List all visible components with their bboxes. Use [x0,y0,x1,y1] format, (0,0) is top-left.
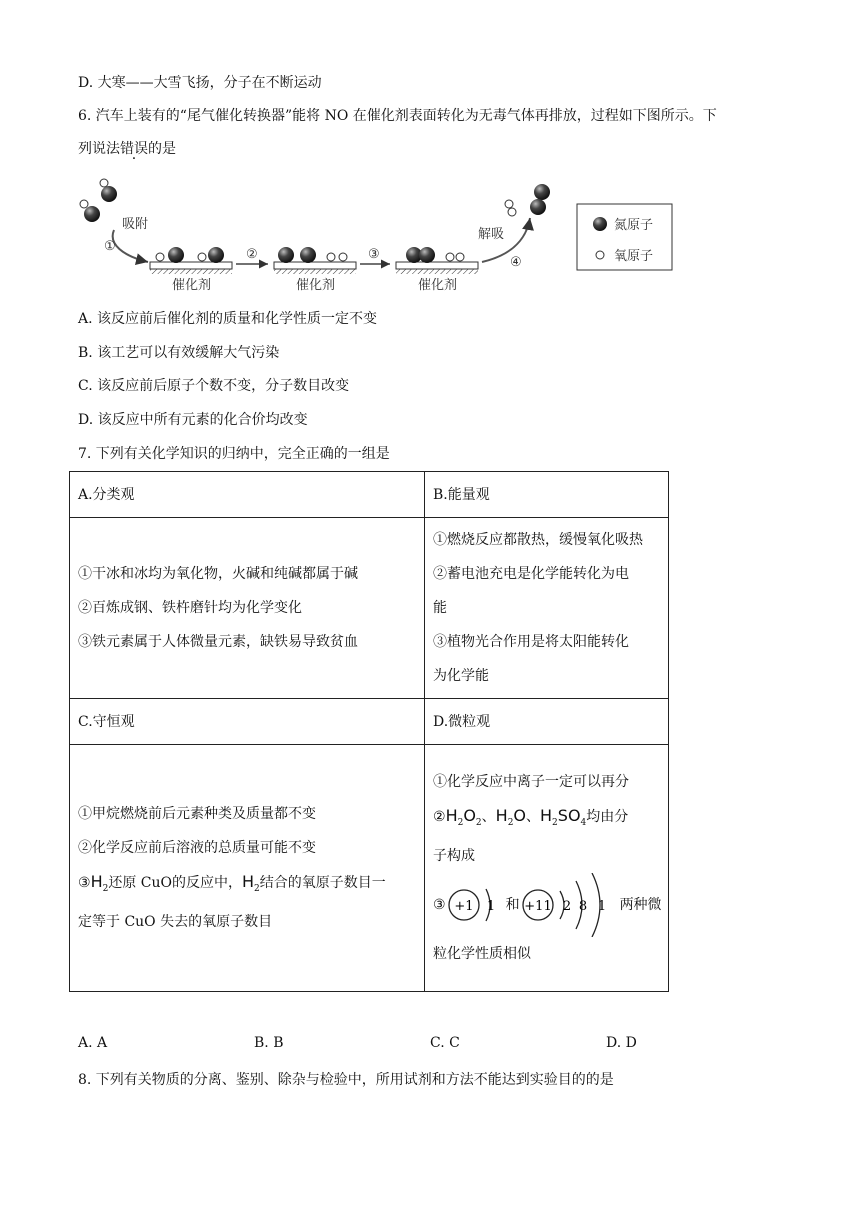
q7-option-b[interactable]: B. B [254,1035,284,1051]
b-item-2a: ②蓄电池充电是化学能转化为电 [433,566,629,582]
adsorb-label: 吸附 [122,217,149,232]
step3-label: ③ [368,247,380,262]
catalyst-label-3: 催化剂 [418,278,458,293]
h2-subscript: 2 [102,883,109,894]
catalyst-label-2: 催化剂 [296,278,336,293]
table-row [70,518,669,699]
legend-box [577,204,672,270]
cell-d-body [425,745,669,992]
oxygen-atom [156,253,164,261]
b-item-2b: 能 [433,600,447,616]
cell-b-body [425,518,669,699]
separator: 、 [526,808,541,825]
d-item-3-end: 两种微 [619,897,662,914]
q6-option-a: A. 该反应前后催化剂的质量和化学性质一定不变 [78,311,378,327]
d-item-2b: 子构成 [433,848,475,865]
oxygen-atom [339,253,347,261]
nitrogen-atom [278,247,294,263]
nitrogen-atom [208,247,224,263]
subscript: 2 [507,817,514,828]
q6-emphasis-word: 错误 [120,141,148,157]
b-item-3a: ③植物光合作用是将太阳能转化 [433,634,629,650]
d-item-2-marker: ② [433,808,446,825]
h2o2-formula: H [445,805,458,825]
a-item-3: ③铁元素属于人体微量元素，缺铁易导致贫血 [78,634,358,650]
subscript: 4 [580,817,587,828]
n2-molecule [530,184,550,215]
subscript: 2 [457,817,464,828]
h2-subscript: 2 [254,883,260,894]
cell-a-body [70,518,425,699]
legend-oxygen-symbol [596,251,604,259]
cell-a-header: A.分类观 [70,472,425,518]
table-row [70,472,669,518]
d-item-2 [433,799,668,840]
catalyst-surface-1 [150,262,232,274]
nitrogen-atom [168,247,184,263]
d-item-1: ①化学反应中离子一定可以再分 [433,773,629,790]
q8-stem: 8. 下列有关物质的分离、鉴别、除杂与检验中，所用试剂和方法不能达到实验目的的是 [78,1072,614,1088]
c-item-3-end: 结合的氧原子数目一 [259,874,386,891]
hydrogen-atom-structure-diagram [446,875,506,935]
c-item-3-mid: 还原 CuO的反应中， [108,874,242,891]
q6-stem-post: 的是 [148,141,176,157]
h2-formula: H [241,871,255,891]
nucleus-charge: +1 [453,899,474,915]
a-item-1: ①干冰和冰均为氧化物，火碱和纯碱都属于碱 [78,566,358,582]
oxygen-atom [327,253,335,261]
q6-stem-pre: 列说法 [78,141,120,157]
catalyst-label-1: 催化剂 [172,278,212,293]
b-item-3b: 为化学能 [433,668,489,684]
d-item-3-marker: ③ [433,897,446,914]
oxygen-atom [198,253,206,261]
nitrogen-atom [300,247,316,263]
cell-c-body [70,745,425,992]
electron-count: 2 [562,899,571,915]
q5-option-d: D. 大寒——大雪飞扬，分子在不断运动 [78,75,322,91]
catalytic-converter-diagram [78,178,678,296]
step4-label: ④ [510,255,522,270]
formula-part: O [513,805,527,825]
q6-option-d: D. 该反应中所有元素的化合价均改变 [78,412,308,428]
cell-d-header: D.微粒观 [425,699,669,745]
no-molecule-left-top [100,179,117,202]
nitrogen-atom [419,247,435,263]
desorb-label: 解吸 [478,227,505,242]
sodium-atom-structure-diagram [520,873,620,937]
step2-label: ② [246,247,258,262]
table-row [70,699,669,745]
c-item-3-marker: ③ [78,874,91,891]
formula-part: SO [557,805,581,825]
c-item-1: ①甲烷燃烧前后元素种类及质量都不变 [78,805,316,822]
c-item-3b: 定等于 CuO 失去的氧原子数目 [78,914,273,931]
oxygen-atom [456,253,464,261]
d-item-3-and: 和 [505,897,520,914]
o2-molecule [505,200,516,216]
nucleus-charge: +11 [523,899,552,915]
legend-nitrogen-symbol [593,217,607,231]
table-row [70,745,669,992]
d-item-2-end: 均由分 [586,808,629,825]
electron-count: 1 [597,899,606,915]
catalyst-surface-2 [274,262,356,274]
step1-label: ① [104,239,116,254]
d-item-3b: 粒化学性质相似 [433,946,531,963]
q7-option-a[interactable]: A. A [78,1035,108,1051]
d-item-3 [433,873,668,937]
c-item-2: ②化学反应前后溶液的总质量可能不变 [78,839,316,856]
oxygen-atom [446,253,454,261]
q7-option-c[interactable]: C. C [430,1035,460,1051]
q6-option-c: C. 该反应前后原子个数不变，分子数目改变 [78,378,350,394]
b-item-1: ①燃烧反应都散热，缓慢氧化吸热 [433,532,643,548]
adsorb-arrow [113,230,148,262]
legend-oxygen-label: 氧原子 [614,249,654,264]
subscript: 2 [552,817,558,828]
subscript: 2 [475,817,482,828]
q6-stem-line1: 6. 汽车上装有的“尾气催化转换器”能将 NO 在催化剂表面转化为无毒气体再排放，过程如下图所示。下 [78,108,717,124]
cell-c-header: C.守恒观 [70,699,425,745]
legend-nitrogen-label: 氮原子 [614,218,654,233]
q7-stem: 7. 下列有关化学知识的归纳中，完全正确的一组是 [78,446,390,462]
q6-option-b: B. 该工艺可以有效缓解大气污染 [78,345,280,361]
q6-stem-line2 [78,139,176,159]
no-molecule-left-bottom [80,200,100,222]
q7-option-d[interactable]: D. D [606,1035,637,1051]
h2-formula: H [90,871,103,891]
a-item-2: ②百炼成钢、铁杵磨针均为化学变化 [78,600,302,616]
catalyst-surface-3 [396,262,478,274]
knowledge-table [69,471,669,992]
cell-b-header: B.能量观 [425,472,669,518]
h2so4-formula: H [540,805,553,825]
c-item-3 [78,865,424,906]
electron-count: 1 [486,899,495,915]
electron-count: 8 [578,899,587,915]
separator: 、 [481,808,496,825]
formula-part: O [463,805,476,825]
h2o-formula: H [495,805,508,825]
